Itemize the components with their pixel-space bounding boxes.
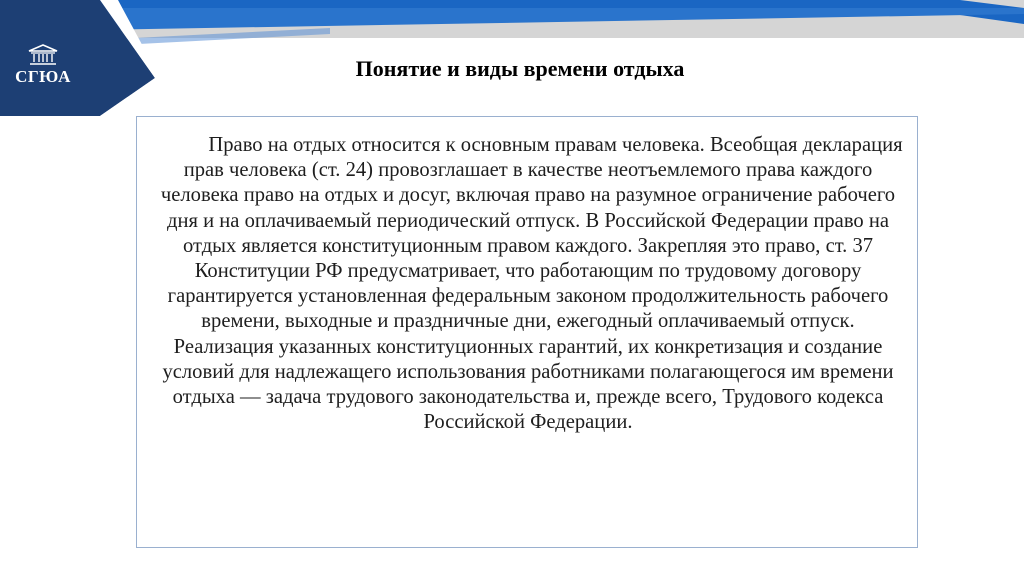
- logo: [12, 40, 74, 96]
- content-paragraph: Право на отдых относится к основным правам человека. Всеобщая декларация прав человека (ст. 24) провозглашает в качестве неотъемлемого права каждого человека право на отдых и досуг, включая право на разумное ограничение рабочего дня и на оплачиваемый периодический отпуск. В Российской Федерации право на отдых является конституционным правом каждого. Закрепляя это право, ст. 37 Конституции РФ предусматривает, что работающим по трудовому договору гарантируется установленная федеральным законом продолжительность рабочего времени, выходные и праздничные дни, ежегодный оплачиваемый отпуск. Реализация указанных конституционных гарантий, их конкретизация и создание условий для надлежащего использования работниками полагающегося им времени отдыха — задача трудового законодательства и, прежде всего, Трудового кодекса Российской Федерации.: [160, 134, 903, 434]
- logo-text: СГЮА: [15, 67, 71, 86]
- content-box: [136, 116, 918, 548]
- slide-title: Понятие и виды времени отдыха: [355, 56, 685, 81]
- building-icon: [28, 44, 58, 66]
